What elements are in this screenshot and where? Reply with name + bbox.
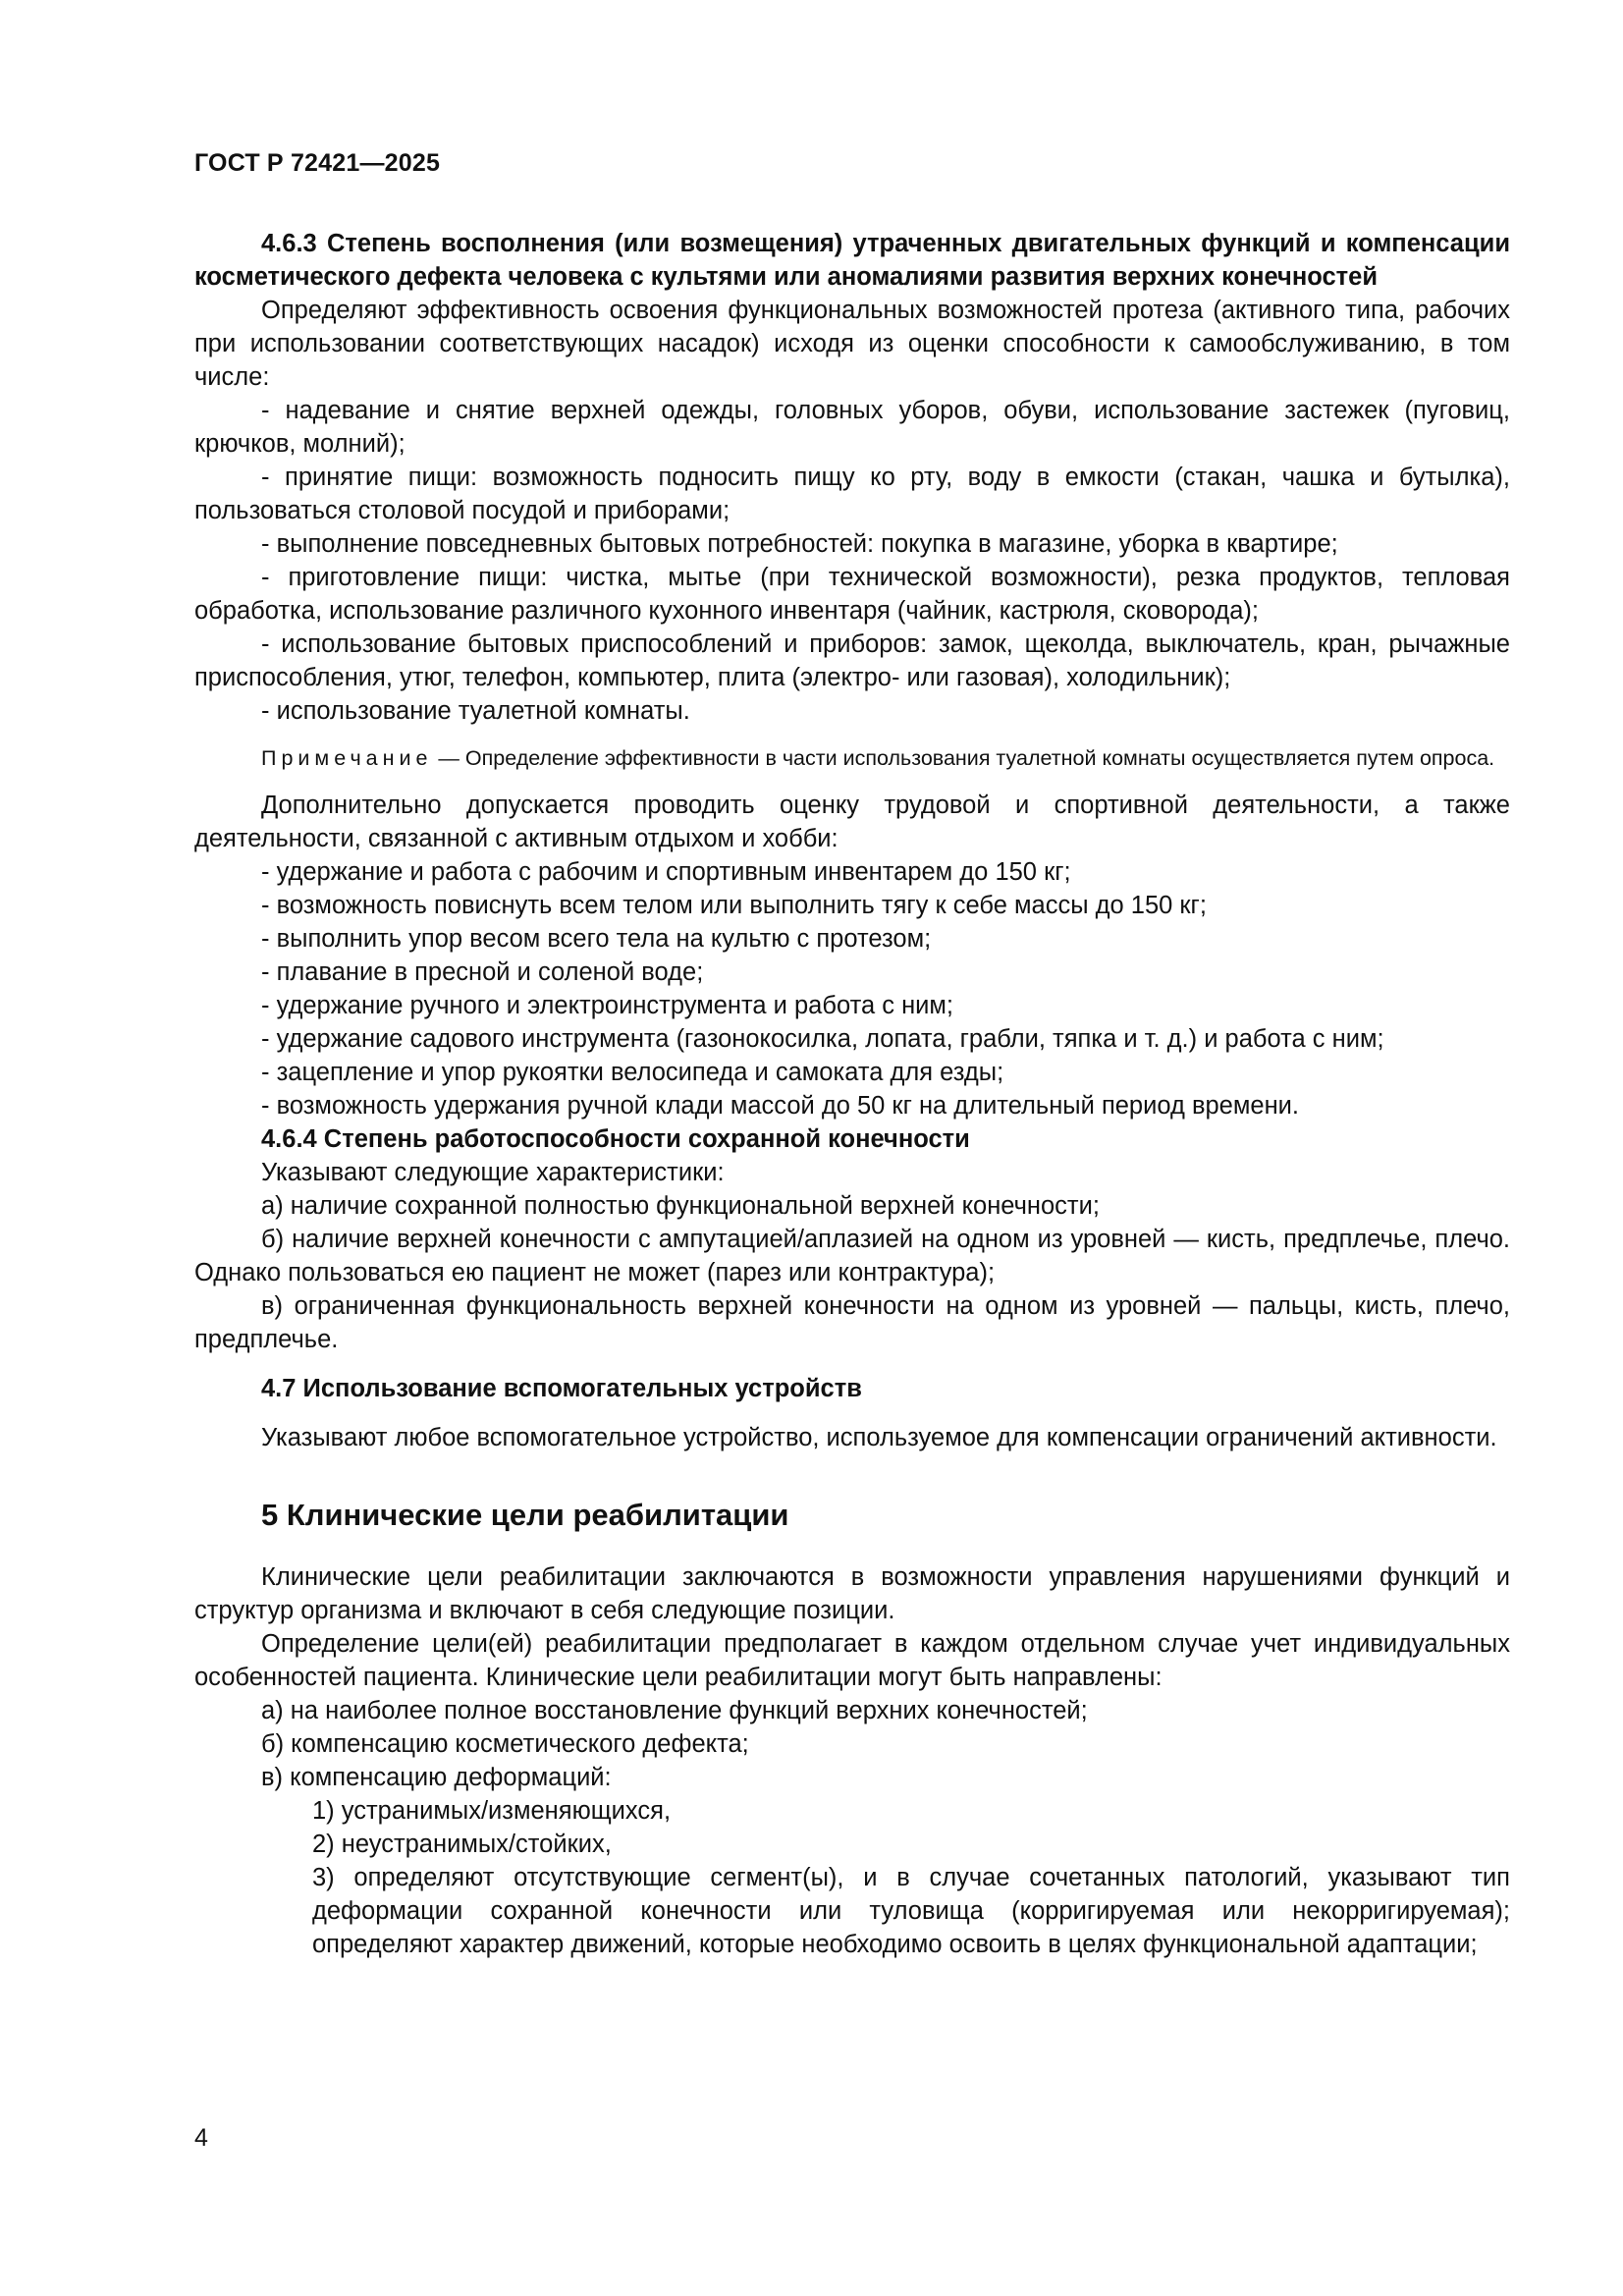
list-item: - надевание и снятие верхней одежды, головных уборов, обуви, использование застежек (пуговиц, крючков, молний); (194, 397, 1510, 458)
list-item: - приготовление пищи: чистка, мытье (при технической возможности), резка продуктов, тепловая обработка, использование различного кухонного инвентаря (чайник, кастрюля, сковорода); (194, 564, 1510, 625)
section-4-6-3-intro: Определяют эффективность освоения функциональных возможностей протеза (активного типа, рабочих при использовании соответствующих насадок) исходя из оценки способности к самообслуживанию, в том числе: (194, 297, 1510, 391)
sub-list-item: 3) определяют отсутствующие сегмент(ы), и в случае сочетанных патологий, указывают тип деформации сохранной конечности или туловища (корригируемая или некорригируемая); определяют характер движений, которые необходимо освоить в целях функциональной адаптации; (312, 1864, 1510, 1958)
list-item: б) наличие верхней конечности с ампутацией/аплазией на одном из уровней — кисть, предплечье, плечо. Однако пользоваться ею пациент не может (парез или контрактура); (194, 1226, 1510, 1286)
note-text: — Определение эффективности в части использования туалетной комнаты осуществляется путем опроса. (432, 746, 1495, 770)
list-item: - принятие пищи: возможность подносить пищу ко рту, воду в емкости (стакан, чашка и бутылка), пользоваться столовой посудой и приборами; (194, 464, 1510, 524)
list-item: - использование туалетной комнаты. (261, 697, 690, 725)
list-item: а) на наиболее полное восстановление функций верхних конечностей; (261, 1697, 1088, 1724)
extra-intro: Дополнительно допускается проводить оценку трудовой и спортивной деятельности, а также деятельности, связанной с активным отдыхом и хобби: (194, 792, 1510, 852)
list-item: - использование бытовых приспособлений и приборов: замок, щеколда, выключатель, кран, рычажные приспособления, утюг, телефон, компьютер, плита (электро- или газовая), холодильник); (194, 630, 1510, 691)
sub-list-item: 1) устранимых/изменяющихся, (312, 1797, 672, 1825)
list-item: а) наличие сохранной полностью функциональной верхней конечности; (261, 1192, 1100, 1220)
note-label: Примечание (261, 746, 433, 770)
note (194, 743, 1510, 773)
list-item: в) ограниченная функциональность верхней конечности на одном из уровней — пальцы, кисть, плечо, предплечье. (194, 1292, 1510, 1353)
section-5-p1: Клинические цели реабилитации заключаются в возможности управления нарушениями функций и структур организма и включают в себя следующие позиции. (194, 1563, 1510, 1624)
list-item: - зацепление и упор рукоятки велосипеда и самоката для езды; (261, 1059, 1004, 1086)
list-item: - удержание ручного и электроинструмента и работа с ним; (261, 992, 954, 1019)
page-content (194, 227, 1510, 1961)
list-item: в) компенсацию деформаций: (261, 1764, 612, 1791)
list-item: - плавание в пресной и соленой воде; (261, 958, 704, 986)
section-4-7-text: Указывают любое вспомогательное устройство, используемое для компенсации ограничений активности. (261, 1424, 1497, 1451)
list-item: б) компенсацию косметического дефекта; (261, 1730, 749, 1758)
document-header: ГОСТ Р 72421—2025 (194, 149, 441, 177)
sub-list-item: 2) неустранимых/стойких, (312, 1831, 612, 1858)
section-4-7-title: 4.7 Использование вспомогательных устройств (261, 1375, 862, 1402)
list-item: - удержание и работа с рабочим и спортивным инвентарем до 150 кг; (261, 858, 1071, 886)
section-4-6-4-intro: Указывают следующие характеристики: (261, 1159, 725, 1186)
list-item: - удержание садового инструмента (газонокосилка, лопата, грабли, тяпка и т. д.) и работа с ним; (261, 1025, 1384, 1053)
list-item: - выполнение повседневных бытовых потребностей: покупка в магазине, уборка в квартире; (261, 530, 1338, 558)
list-item: - возможность удержания ручной клади массой до 50 кг на длительный период времени. (261, 1092, 1299, 1120)
section-5-title: 5 Клинические цели реабилитации (261, 1498, 789, 1532)
list-item: - выполнить упор весом всего тела на культю с протезом; (261, 925, 932, 953)
list-item: - возможность повиснуть всем телом или выполнить тягу к себе массы до 150 кг; (261, 892, 1207, 919)
section-5-p2: Определение цели(ей) реабилитации предполагает в каждом отдельном случае учет индивидуальных особенностей пациента. Клинические цели реабилитации могут быть направлены: (194, 1630, 1510, 1691)
section-4-6-4-title: 4.6.4 Степень работоспособности сохранной конечности (261, 1125, 970, 1153)
page-number: 4 (194, 2124, 208, 2152)
section-4-6-3-title: 4.6.3 Степень восполнения (или возмещения) утраченных двигательных функций и компенсации косметического дефекта человека с культями или аномалиями развития верхних конечностей (194, 230, 1510, 291)
